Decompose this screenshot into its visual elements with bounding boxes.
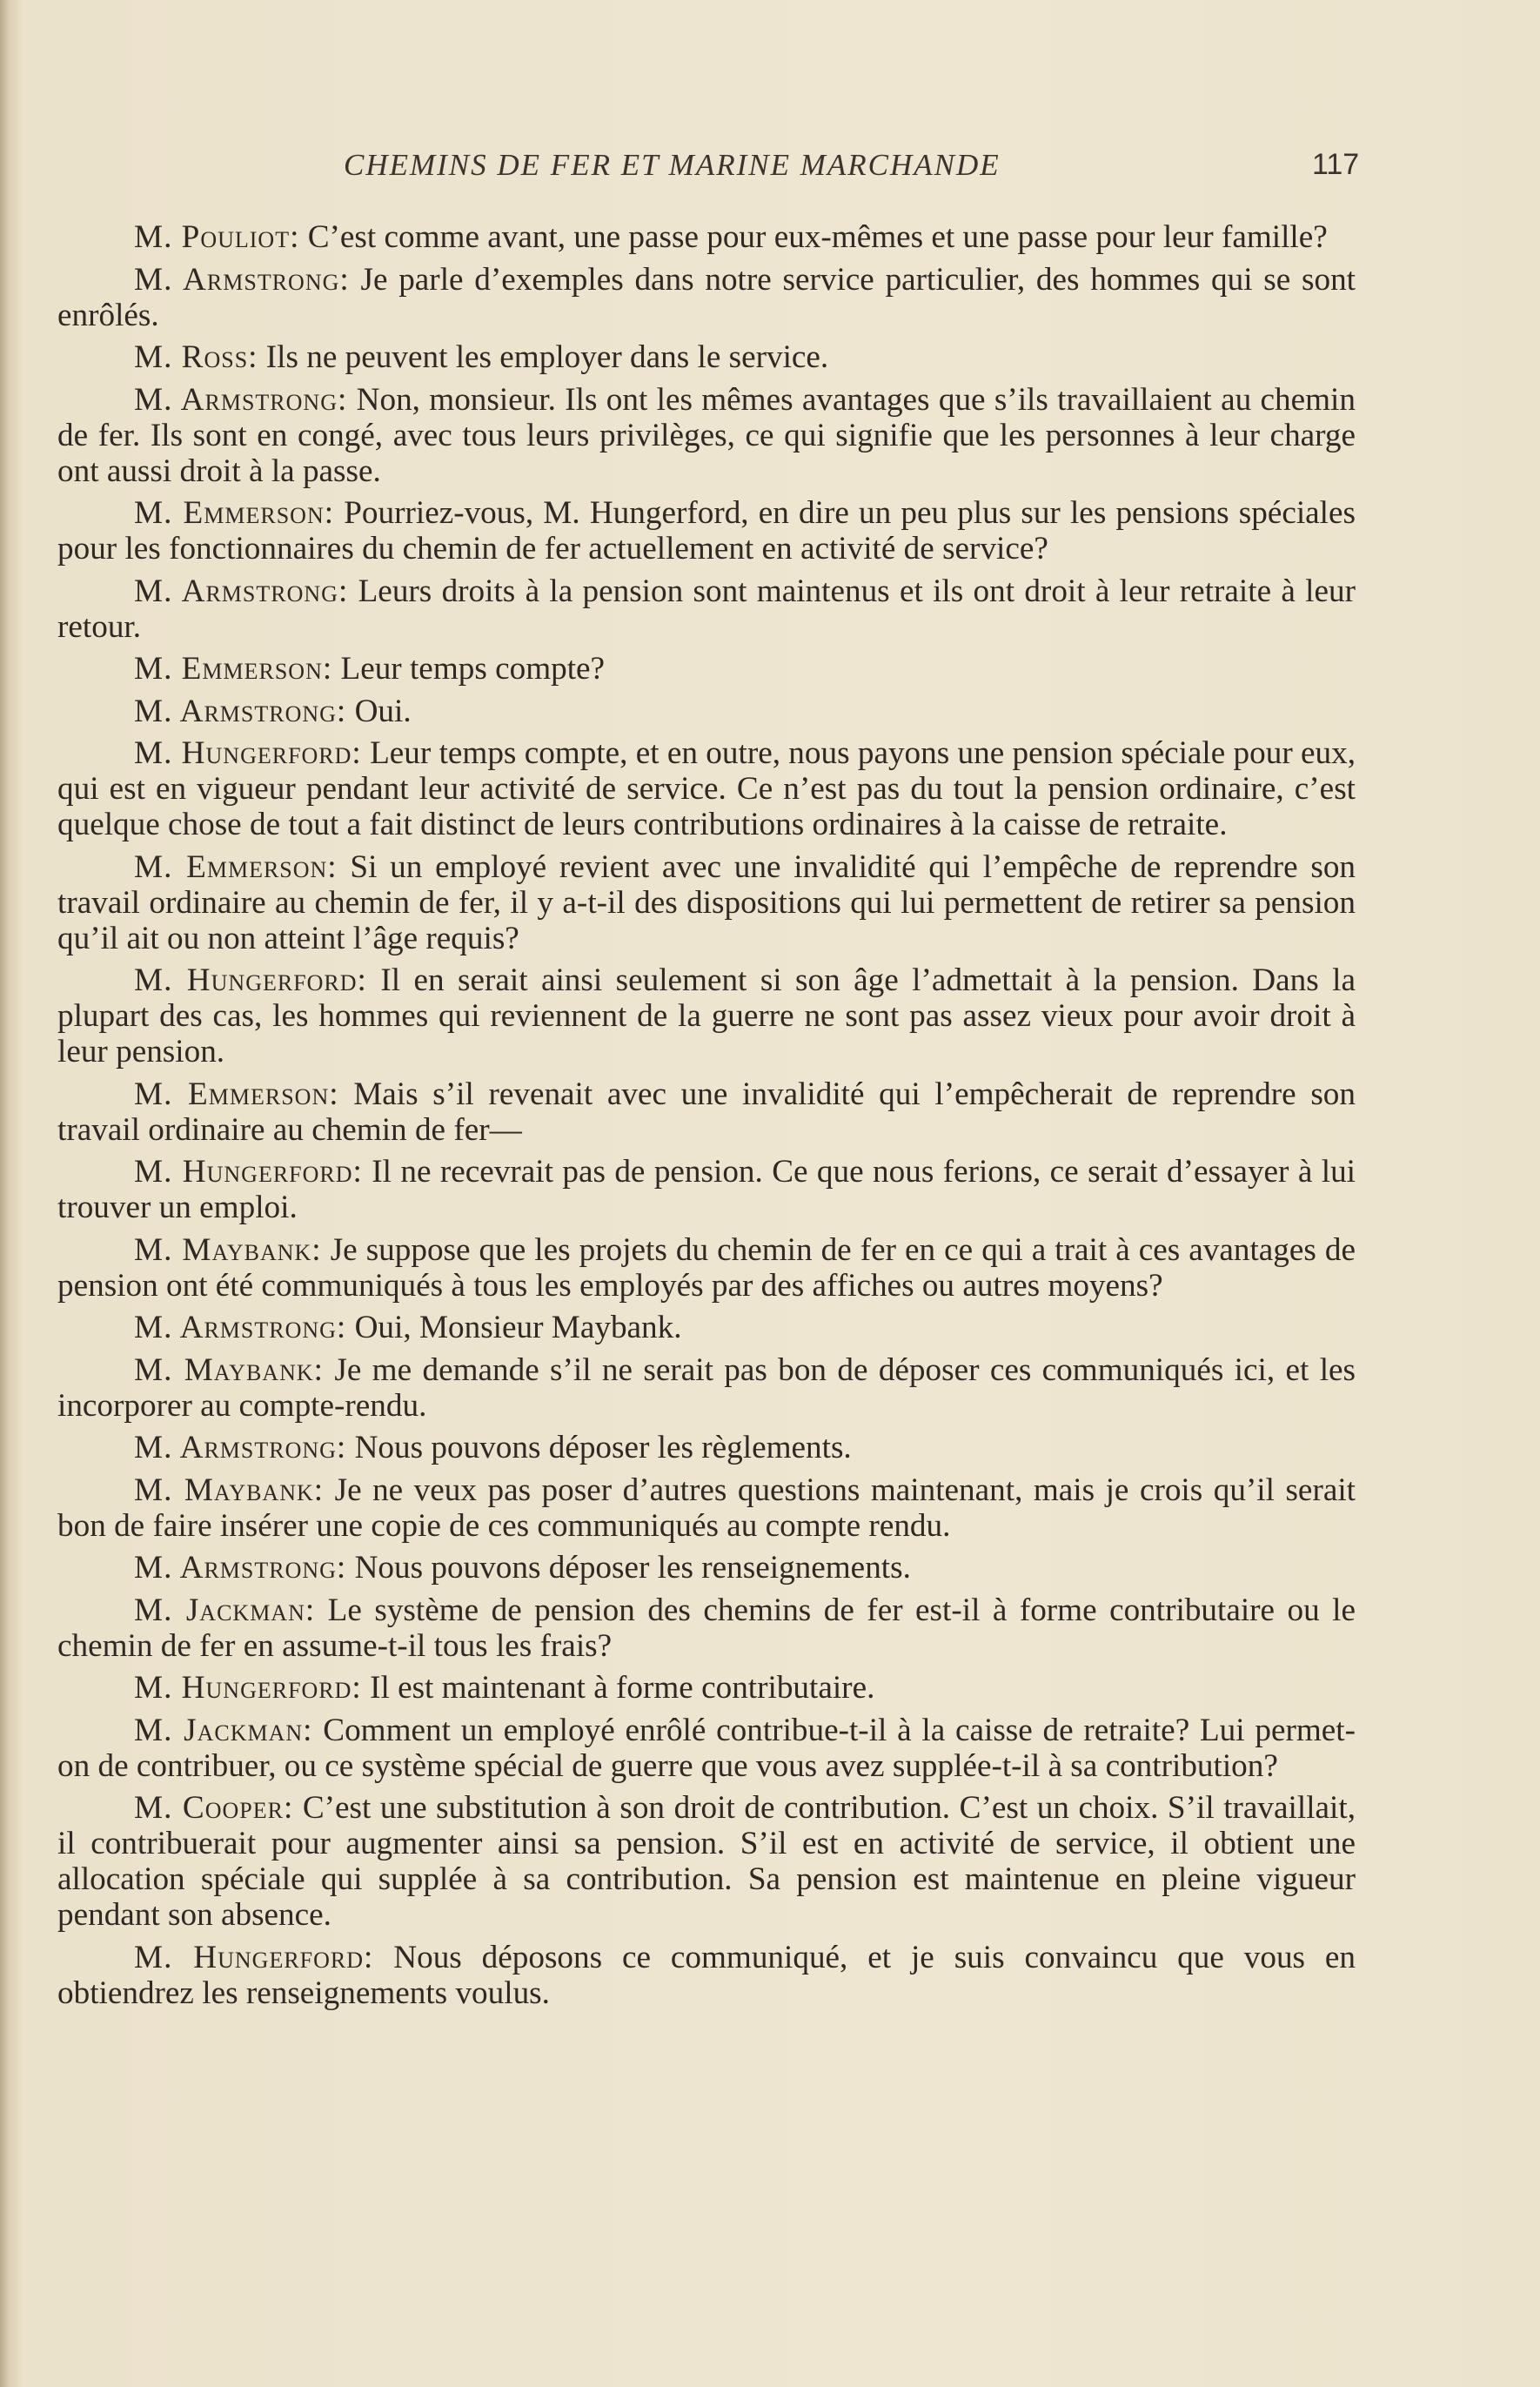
speaker-name: M. Armstrong: bbox=[134, 573, 349, 609]
paragraph bbox=[57, 1154, 1356, 1225]
paragraph bbox=[57, 573, 1356, 645]
speech-text: Nous pouvons déposer les renseignements. bbox=[354, 1550, 911, 1586]
paragraph bbox=[57, 262, 1356, 333]
speaker-name: M. Emmerson: bbox=[134, 651, 333, 687]
page-header bbox=[0, 148, 1540, 191]
speaker-name: M. Hungerford: bbox=[134, 1939, 374, 1975]
paragraph bbox=[57, 1670, 1356, 1706]
speaker-name: M. Jackman: bbox=[134, 1592, 316, 1628]
speech-text: Leur temps compte, et en outre, nous payons une pension spéciale pour eux, qui est en vigueur pendant leur activité de service. Ce n’est pas du tout la pension ordinaire, c’est quelque chose de tout a fait distinct de leurs contributions ordinaires à la caisse de retraite. bbox=[57, 735, 1356, 842]
speech-text: Nous déposons ce communiqué, et je suis convaincu que vous en obtiendrez les renseignements voulus. bbox=[57, 1939, 1356, 2011]
speaker-name: M. Armstrong: bbox=[134, 1310, 347, 1345]
speech-text: C’est une substitution à son droit de contribution. C’est un choix. S’il travaillait, il contribuerait pour augmenter ainsi sa pension. S’il est en activité de service, il obtient une allocation spéciale qui supplée à sa contribution. Sa pension est maintenue en pleine vigueur pendant son absence. bbox=[57, 1790, 1356, 1933]
paragraph bbox=[57, 1430, 1356, 1465]
speech-text: Pourriez-vous, M. Hungerford, en dire un peu plus sur les pensions spéciales pour les fonctionnaires du chemin de fer actuellement en activité de service? bbox=[57, 495, 1356, 567]
speech-text: Le système de pension des chemins de fer est-il à forme contributaire ou le chemin de fer en assume-t-il tous les frais? bbox=[57, 1592, 1356, 1664]
speech-text: Mais s’il revenait avec une invalidité qui l’empêcherait de reprendre son travail ordinaire au chemin de fer— bbox=[57, 1076, 1356, 1148]
paragraph bbox=[57, 339, 1356, 375]
paragraph bbox=[57, 1076, 1356, 1148]
speaker-name: M. Armstrong: bbox=[134, 381, 348, 418]
paragraph bbox=[57, 219, 1356, 255]
speaker-name: M. Maybank: bbox=[134, 1472, 325, 1508]
speech-text: Je ne veux pas poser d’autres questions maintenant, mais je crois qu’il serait bon de faire insérer une copie de ces communiqués au compte rendu. bbox=[57, 1472, 1356, 1544]
speaker-name: M. Pouliot: bbox=[134, 219, 300, 255]
speech-text: Si un employé revient avec une invalidité qui l’empêche de reprendre son travail ordinaire au chemin de fer, il y a-t-il des dispositions qui lui permettent de retirer sa pension qu’il ait ou non atteint l’âge requis? bbox=[57, 848, 1356, 956]
paragraph bbox=[57, 1592, 1356, 1664]
running-title: CHEMINS DE FER ET MARINE MARCHANDE bbox=[344, 148, 1001, 182]
speech-text: Il est maintenant à forme contributaire. bbox=[370, 1670, 875, 1706]
speaker-name: M. Emmerson: bbox=[134, 848, 338, 885]
paragraph bbox=[57, 1550, 1356, 1586]
speech-text: Leur temps compte? bbox=[340, 651, 606, 687]
paragraph bbox=[57, 694, 1356, 729]
speech-text: Il ne recevrait pas de pension. Ce que nous ferions, ce serait d’essayer à lui trouver un emploi. bbox=[57, 1154, 1356, 1225]
speech-text: Ils ne peuvent les employer dans le service. bbox=[265, 339, 829, 375]
paragraph bbox=[57, 1790, 1356, 1933]
paragraph bbox=[57, 962, 1356, 1069]
speech-text: C’est comme avant, une passe pour eux-mêmes et une passe pour leur famille? bbox=[307, 219, 1328, 255]
speaker-name: M. Ross: bbox=[134, 339, 258, 375]
speaker-name: M. Armstrong: bbox=[134, 1550, 347, 1586]
speaker-name: M. Jackman: bbox=[134, 1712, 313, 1748]
speech-text: Leurs droits à la pension sont maintenus et ils ont droit à leur retraite à leur retour. bbox=[57, 573, 1356, 645]
speaker-name: M. Emmerson: bbox=[134, 1076, 339, 1112]
speaker-name: M. Maybank: bbox=[134, 1231, 322, 1268]
speaker-name: M. Hungerford: bbox=[134, 1670, 362, 1706]
speech-text: Je me demande s’il ne serait pas bon de déposer ces communiqués ici, et les incorporer au compte-rendu. bbox=[57, 1351, 1356, 1424]
speech-text: Oui. bbox=[354, 693, 412, 729]
paragraph bbox=[57, 1713, 1356, 1784]
speaker-name: M. Armstrong: bbox=[134, 693, 347, 729]
paragraph bbox=[57, 1310, 1356, 1345]
paragraph bbox=[57, 1472, 1356, 1544]
speech-text: Comment un employé enrôlé contribue-t-il à la caisse de retraite? Lui permet-on de contribuer, ou ce système spécial de guerre que vous avez supplée-t-il à sa contribution? bbox=[57, 1712, 1356, 1784]
speech-text: Je parle d’exemples dans notre service particulier, des hommes qui se sont enrôlés. bbox=[57, 261, 1356, 333]
paragraph bbox=[57, 735, 1356, 842]
page-number: 117 bbox=[1312, 148, 1360, 181]
speech-text: Oui, Monsieur Maybank. bbox=[354, 1310, 682, 1345]
speaker-name: M. Hungerford: bbox=[134, 962, 367, 998]
paragraph bbox=[57, 849, 1356, 956]
paragraph bbox=[57, 495, 1356, 567]
speech-text: Nous pouvons déposer les règlements. bbox=[354, 1430, 852, 1465]
speech-text: Non, monsieur. Ils ont les mêmes avantages que s’ils travaillaient au chemin de fer. Ils sont en congé, avec tous leurs privilèges, ce qui signifie que les personnes à leur charge ont aussi droit à la passe. bbox=[57, 381, 1356, 489]
speaker-name: M. Maybank: bbox=[134, 1351, 324, 1388]
speaker-name: M. Hungerford: bbox=[134, 735, 362, 771]
speaker-name: M. Armstrong: bbox=[134, 1430, 347, 1465]
body-text bbox=[57, 219, 1356, 2017]
speaker-name: M. Hungerford: bbox=[134, 1154, 363, 1190]
speaker-name: M. Cooper: bbox=[134, 1790, 294, 1826]
paragraph bbox=[57, 382, 1356, 489]
speech-text: Je suppose que les projets du chemin de fer en ce qui a trait à ces avantages de pension ont été communiqués à tous les employés par des affiches ou autres moyens? bbox=[57, 1231, 1356, 1304]
speaker-name: M. Emmerson: bbox=[134, 495, 335, 531]
paragraph bbox=[57, 1352, 1356, 1424]
speaker-name: M. Armstrong: bbox=[134, 261, 350, 298]
paragraph bbox=[57, 651, 1356, 687]
speech-text: Il en serait ainsi seulement si son âge l’admettait à la pension. Dans la plupart des cas, les hommes qui reviennent de la guerre ne sont pas assez vieux pour avoir droit à leur pension. bbox=[57, 962, 1356, 1069]
paragraph bbox=[57, 1232, 1356, 1304]
paragraph bbox=[57, 1940, 1356, 2011]
